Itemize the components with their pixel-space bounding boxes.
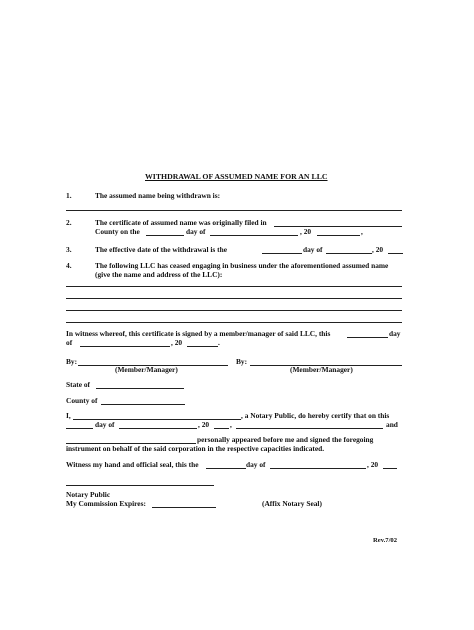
witness-day-line[interactable] [347,337,388,338]
notary-and: and [386,420,398,429]
document-title: WITHDRAWAL OF ASSUMED NAME FOR AN LLC [145,172,328,181]
notary-year-line[interactable] [214,428,229,429]
notary-year-prefix: , 20 [198,420,210,429]
state-of-label: State of [66,380,91,389]
filed-month-line[interactable] [210,235,298,236]
witness-day-word: day [389,329,401,338]
seal-year-line[interactable] [383,468,397,469]
item-4-number: 4. [66,261,72,270]
item-2-county-on-the: County on the [95,227,140,236]
filed-year-line[interactable] [317,235,360,236]
witness-of: of [66,338,73,347]
notary-person-line[interactable] [236,428,383,429]
member-manager-label-left: (Member/Manager) [115,365,178,374]
item-3-text: The effective date of the withdrawal is the [95,245,227,254]
item-4-line2: (give the name and address of the LLC): [95,270,223,279]
witness-period: . [218,338,220,347]
assumed-name-line[interactable] [66,210,402,211]
item-2-comma: , [361,227,363,236]
llc-info-line-1[interactable] [66,286,402,287]
llc-info-line-4[interactable] [66,322,402,323]
notary-signature-line[interactable] [66,485,214,486]
signature-by-label-left: By: [66,357,78,366]
filed-day-line[interactable] [146,235,184,236]
item-1-number: 1. [66,191,72,200]
member-manager-label-right: (Member/Manager) [290,365,353,374]
county-line[interactable] [101,404,185,405]
notary-day-of: day of [95,420,115,429]
revision-label: Rev.7/02 [373,537,397,544]
llc-info-line-3[interactable] [66,310,402,311]
effective-year-line[interactable] [388,253,403,254]
item-1-text: The assumed name being withdrawn is: [95,191,221,200]
item-2-year-prefix: , 20 [300,227,312,236]
seal-day-of: day of [246,460,266,469]
filed-in-county-line[interactable] [274,226,402,227]
item-4-line1: The following LLC has ceased engaging in business under the aforementioned assumed name [95,261,389,270]
witness-year-prefix: , 20 [171,338,183,347]
certify-text: , a Notary Public, do hereby certify that on this [241,411,390,420]
state-line[interactable] [96,388,184,389]
witness-year-line[interactable] [187,346,218,347]
notary-month-line[interactable] [119,428,197,429]
affix-seal-label: (Affix Notary Seal) [262,499,322,508]
notary-day-line[interactable] [66,428,93,429]
seal-day-line[interactable] [206,468,246,469]
item-3-year-prefix: , 20 [372,245,384,254]
item-3-day-of: day of [303,245,323,254]
witness-month-line[interactable] [80,346,170,347]
notary-witness-text: Witness my hand and official seal, this the [66,460,199,469]
llc-info-line-2[interactable] [66,298,402,299]
notary-public-label: Notary Public [66,490,111,499]
item-2-line1: The certificate of assumed name was originally filed in [95,218,267,227]
instrument-text: instrument on behalf of the said corporation in the respective capacities indicated. [66,444,325,453]
effective-day-line[interactable] [262,253,302,254]
commission-expires-line[interactable] [152,507,216,508]
signature-by-label-right: By: [236,357,248,366]
county-of-label: County of [66,396,98,405]
appeared-text: personally appeared before me and signed the foregoing [197,435,374,444]
commission-expires-label: My Commission Expires: [66,499,146,508]
seal-year-prefix: , 20 [367,460,379,469]
item-2-number: 2. [66,218,72,227]
seal-month-line[interactable] [270,468,366,469]
effective-month-line[interactable] [326,253,372,254]
witness-text: In witness whereof, this certificate is signed by a member/manager of said LLC, this [66,329,331,338]
notary-comma: , [230,420,232,429]
item-3-number: 3. [66,245,72,254]
certify-i: I, [66,411,71,420]
item-2-day-of: day of [186,227,206,236]
